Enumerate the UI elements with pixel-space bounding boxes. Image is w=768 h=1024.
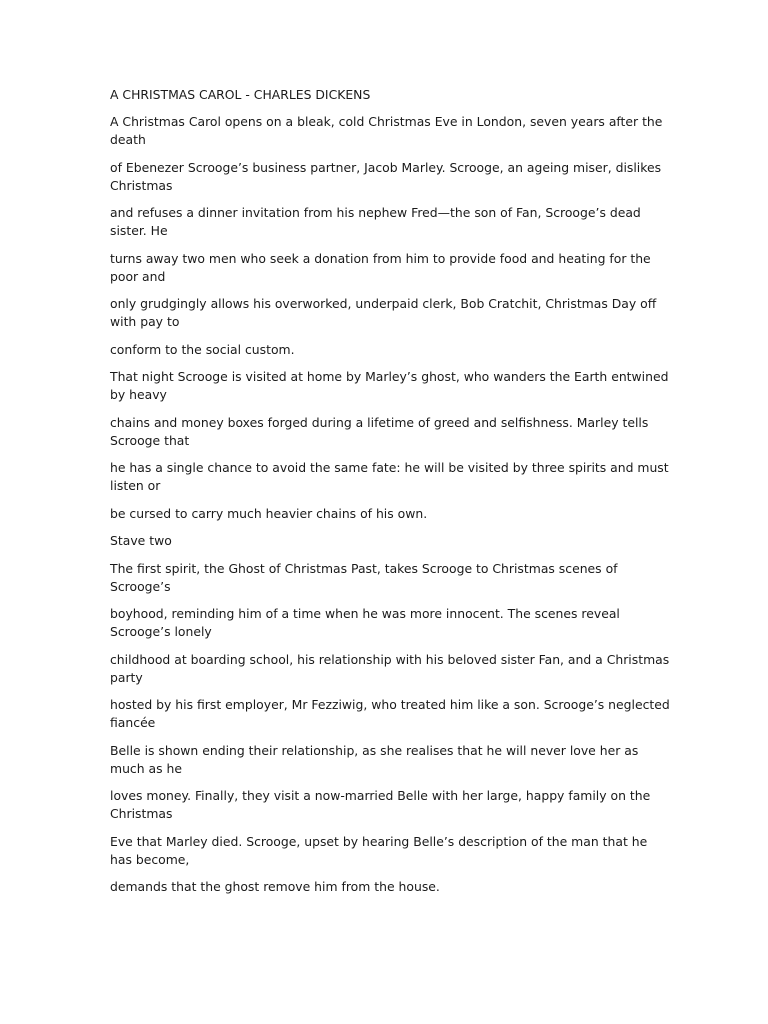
paragraph: Belle is shown ending their relationship, as she realises that he will never love her as much as he bbox=[110, 742, 639, 776]
paragraph: and refuses a dinner invitation from his nephew Fred—the son of Fan, Scrooge’s dead sister. He bbox=[110, 205, 641, 238]
document-title: A CHRISTMAS CAROL - CHARLES DICKENS bbox=[110, 87, 371, 102]
paragraph: he has a single chance to avoid the same fate: he will be visited by three spirits and must listen or bbox=[110, 460, 669, 493]
paragraph: childhood at boarding school, his relationship with his beloved sister Fan, and a Christmas party bbox=[110, 651, 670, 685]
paragraph: boyhood, reminding him of a time when he was more innocent. The scenes reveal Scrooge’s lonely bbox=[110, 606, 620, 639]
paragraph: be cursed to carry much heavier chains of his own. bbox=[110, 505, 428, 521]
document-body bbox=[110, 86, 670, 906]
paragraph: of Ebenezer Scrooge’s business partner, Jacob Marley. Scrooge, an ageing miser, dislikes Christmas bbox=[110, 159, 662, 193]
paragraph: turns away two men who seek a donation from him to provide food and heating for the poor and bbox=[110, 250, 651, 284]
section-heading: Stave two bbox=[110, 533, 172, 548]
paragraph: Eve that Marley died. Scrooge, upset by hearing Belle’s description of the man that he has become, bbox=[110, 833, 648, 867]
paragraph: The first spirit, the Ghost of Christmas Past, takes Scrooge to Christmas scenes of Scrooge’s bbox=[110, 560, 618, 594]
paragraph: That night Scrooge is visited at home by Marley’s ghost, who wanders the Earth entwined by heavy bbox=[110, 369, 669, 402]
paragraph: conform to the social custom. bbox=[110, 341, 295, 357]
paragraph: A Christmas Carol opens on a bleak, cold Christmas Eve in London, seven years after the death bbox=[110, 114, 663, 147]
paragraph: only grudgingly allows his overworked, underpaid clerk, Bob Cratchit, Christmas Day off with pay to bbox=[110, 296, 657, 329]
paragraph: chains and money boxes forged during a lifetime of greed and selfishness. Marley tells Scrooge that bbox=[110, 414, 649, 448]
paragraph: hosted by his first employer, Mr Fezziwig, who treated him like a son. Scrooge’s neglected fiancée bbox=[110, 697, 670, 730]
paragraph: demands that the ghost remove him from the house. bbox=[110, 879, 440, 894]
paragraph: loves money. Finally, they visit a now-married Belle with her large, happy family on the Christmas bbox=[110, 788, 651, 821]
